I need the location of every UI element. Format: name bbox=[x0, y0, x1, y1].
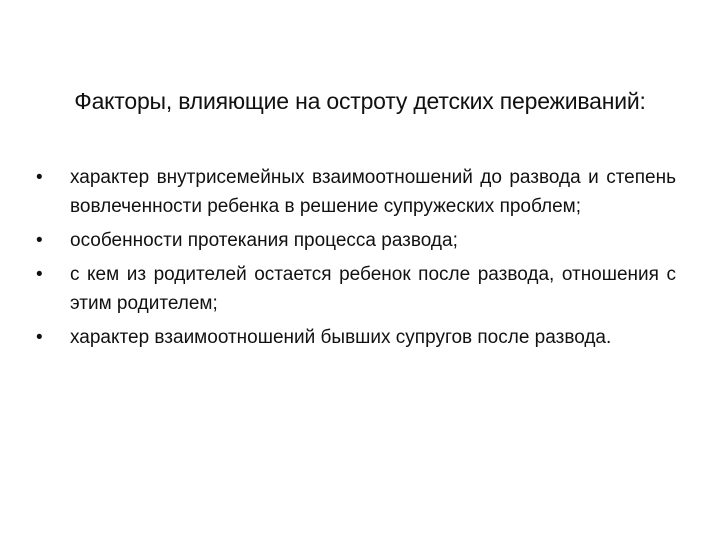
list-item bbox=[36, 226, 676, 255]
list-item-text: с кем из родителей остается ребенок после развода, отношения с этим родителем; bbox=[70, 264, 676, 314]
list-item-text: особенности протекания процесса развода; bbox=[70, 230, 458, 251]
slide-title: Факторы, влияющие на остроту детских переживаний: bbox=[74, 88, 646, 114]
list-item-text: характер внутрисемейных взаимоотношений до развода и степень вовлеченности ребенка в решение супружеских проблем; bbox=[70, 167, 676, 217]
bullet-icon: • bbox=[36, 167, 43, 188]
list-item bbox=[36, 163, 676, 221]
list-item-text: характер взаимоотношений бывших супругов после развода. bbox=[70, 327, 612, 348]
list-item bbox=[36, 323, 676, 352]
bullet-list bbox=[36, 163, 676, 357]
list-item bbox=[36, 260, 676, 318]
bullet-icon: • bbox=[36, 264, 43, 285]
bullet-icon: • bbox=[36, 230, 43, 251]
bullet-icon: • bbox=[36, 327, 43, 348]
